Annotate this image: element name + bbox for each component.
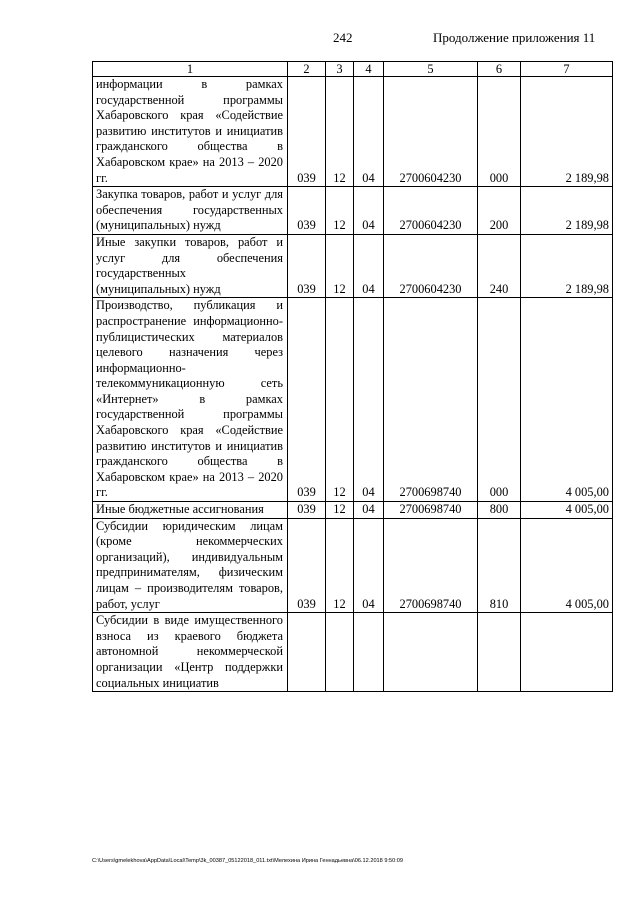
row-amount [521,613,613,692]
col-number-6: 6 [478,62,521,77]
table-row [93,613,613,692]
row-subsection [354,613,384,692]
row-section: 12 [326,187,354,235]
row-description: Субсидии юридическим лицам (кроме некоммерческих организаций), индивидуальным предпринимателям, физическим лицам – производителям товаров, работ, услуг [93,518,288,613]
row-grbs [288,613,326,692]
row-target-article: 2700604230 [384,77,478,187]
budget-table [92,61,613,692]
page-number: 242 [333,30,353,45]
row-description: Закупка товаров, работ и услуг для обеспечения государственных (муниципальных) нужд [93,187,288,235]
row-target-article: 2700604230 [384,234,478,297]
row-expense-type: 000 [478,298,521,502]
table-row [93,518,613,613]
row-target-article: 2700698740 [384,298,478,502]
row-amount: 2 189,98 [521,77,613,187]
row-grbs: 039 [288,77,326,187]
row-subsection: 04 [354,502,384,519]
row-subsection: 04 [354,518,384,613]
row-section: 12 [326,518,354,613]
row-subsection: 04 [354,77,384,187]
table-row [93,187,613,235]
row-expense-type: 200 [478,187,521,235]
row-expense-type [478,613,521,692]
row-grbs: 039 [288,502,326,519]
row-target-article: 2700698740 [384,518,478,613]
row-grbs: 039 [288,234,326,297]
col-number-3: 3 [326,62,354,77]
row-description: Субсидии в виде имущественного взноса из краевого бюджета автономной некоммерческой организации «Центр поддержки социальных инициатив [93,613,288,692]
column-number-row [93,62,613,77]
row-description: информации в рамках государственной программы Хабаровского края «Содействие развитию институтов и инициатив гражданского общества в Хабаровском крае» на 2013 – 2020 гг. [93,77,288,187]
row-section: 12 [326,502,354,519]
row-expense-type: 800 [478,502,521,519]
col-number-7: 7 [521,62,613,77]
row-expense-type: 810 [478,518,521,613]
col-number-2: 2 [288,62,326,77]
row-subsection: 04 [354,234,384,297]
row-expense-type: 000 [478,77,521,187]
row-amount: 4 005,00 [521,502,613,519]
row-grbs: 039 [288,187,326,235]
row-amount: 4 005,00 [521,518,613,613]
row-section: 12 [326,298,354,502]
row-description: Производство, публикация и распространение информационно-публицистических материалов целевого назначения через информационно-телекоммуникационную сеть «Интернет» в рамках государственной программы Хабаровского края «Содействие развитию институтов и инициатив гражданского общества в Хабаровском крае» на 2013 – 2020 гг. [93,298,288,502]
row-amount: 4 005,00 [521,298,613,502]
row-target-article [384,613,478,692]
col-number-4: 4 [354,62,384,77]
row-grbs: 039 [288,298,326,502]
table-row [93,234,613,297]
row-section: 12 [326,234,354,297]
col-number-1: 1 [93,62,288,77]
row-section: 12 [326,77,354,187]
row-amount: 2 189,98 [521,187,613,235]
row-section [326,613,354,692]
row-amount: 2 189,98 [521,234,613,297]
row-description: Иные закупки товаров, работ и услуг для обеспечения государственных (муниципальных) нужд [93,234,288,297]
row-subsection: 04 [354,187,384,235]
row-description: Иные бюджетные ассигнования [93,502,288,519]
table-row [93,77,613,187]
row-target-article: 2700698740 [384,502,478,519]
file-path-footer: C:\Users\gmelekhova\AppData\Local\Temp\3k_00387_05122018_011.txt\Мелехина Ирина Геннадьевна\06.12.2018 9:50:09 [92,858,403,864]
row-grbs: 039 [288,518,326,613]
continuation-label: Продолжение приложения 11 [433,30,596,45]
row-subsection: 04 [354,298,384,502]
row-expense-type: 240 [478,234,521,297]
col-number-5: 5 [384,62,478,77]
table-row [93,298,613,502]
row-target-article: 2700604230 [384,187,478,235]
table-row [93,502,613,519]
